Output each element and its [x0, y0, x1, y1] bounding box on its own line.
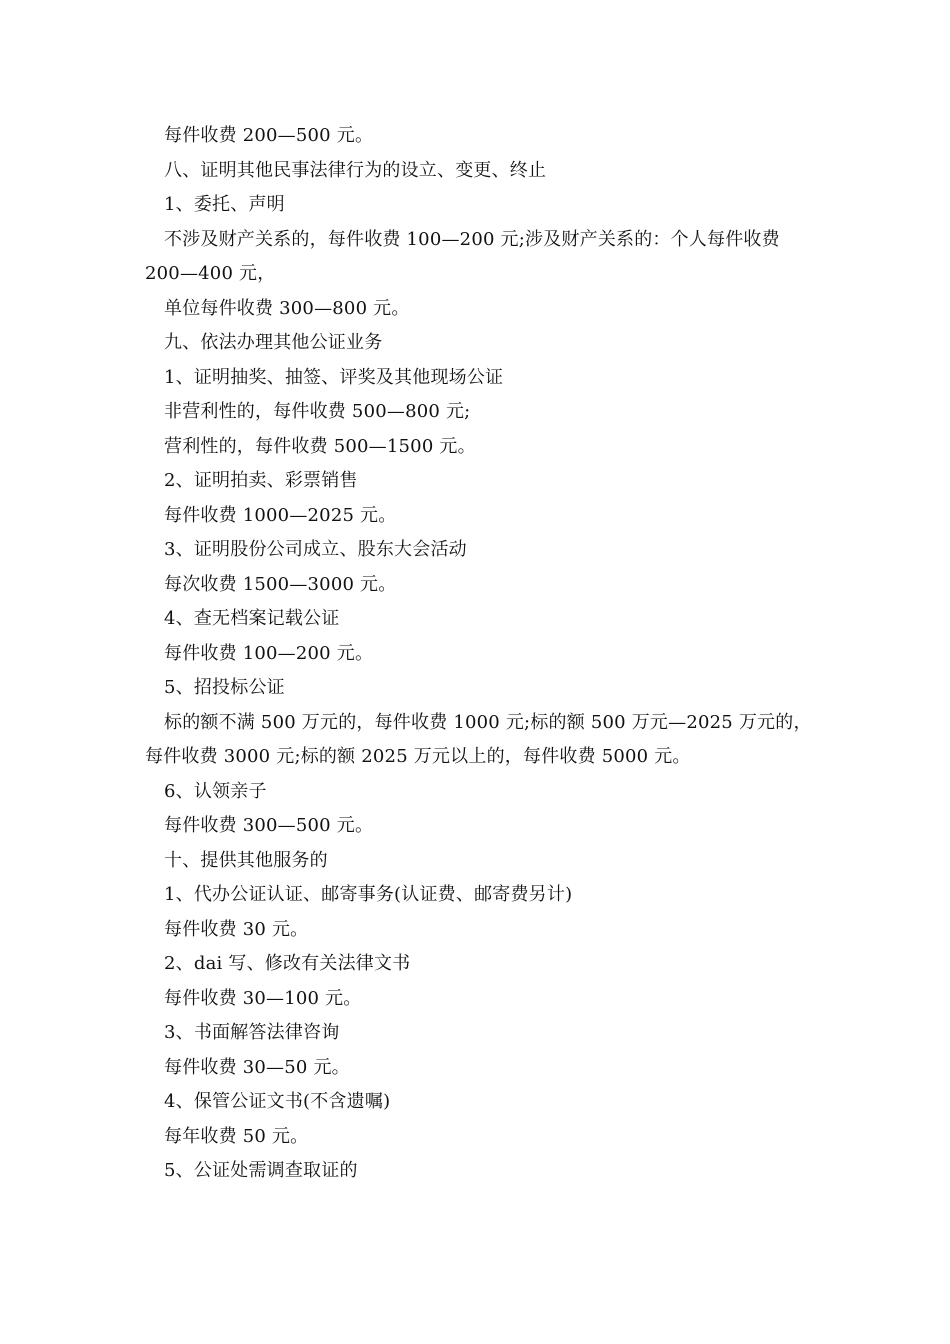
- fee-line: 非营利性的，每件收费 500—800 元;: [164, 401, 471, 422]
- fee-line: 单位每件收费 300—800 元。: [164, 297, 410, 319]
- section-heading: 九、依法办理其他公证业务: [164, 332, 383, 353]
- item-heading: 2、证明拍卖、彩票销售: [164, 470, 358, 491]
- fee-line-continuation: 200—400 元，: [145, 263, 276, 284]
- fee-line: 每件收费 200—500 元。: [164, 125, 374, 146]
- item-heading: 3、书面解答法律咨询: [164, 1022, 340, 1043]
- item-heading: 3、证明股份公司成立、股东大会活动: [164, 539, 467, 560]
- fee-line: 每件收费 30—50 元。: [164, 1056, 350, 1078]
- fee-line: 不涉及财产关系的，每件收费 100—200 元;涉及财产关系的：个人每件收费: [164, 228, 780, 250]
- fee-line-continuation: 每件收费 3000 元;标的额 2025 万元以上的，每件收费 5000 元。: [145, 746, 691, 767]
- item-heading: 2、dai 写、修改有关法律文书: [164, 953, 411, 974]
- item-heading: 4、保管公证文书(不含遗嘱): [164, 1091, 391, 1112]
- fee-line: 每件收费 1000—2025 元。: [164, 504, 397, 526]
- section-heading: 八、证明其他民事法律行为的设立、变更、终止: [164, 159, 547, 181]
- item-heading: 1、委托、声明: [164, 194, 285, 215]
- item-heading: 1、证明抽奖、抽签、评奖及其他现场公证: [164, 366, 504, 388]
- item-heading: 1、代办公证认证、邮寄事务(认证费、邮寄费另计): [164, 884, 573, 905]
- item-heading: 5、公证处需调查取证的: [164, 1160, 358, 1181]
- fee-line: 每年收费 50 元。: [164, 1125, 309, 1147]
- fee-line: 每件收费 100—200 元。: [164, 642, 374, 664]
- fee-line: 每件收费 300—500 元。: [164, 815, 374, 836]
- item-heading: 5、招投标公证: [164, 677, 285, 698]
- fee-line: 营利性的，每件收费 500—1500 元。: [164, 435, 476, 457]
- section-heading: 十、提供其他服务的: [164, 849, 328, 871]
- fee-line: 每次收费 1500—3000 元。: [164, 573, 397, 595]
- fee-line: 标的额不满 500 万元的，每件收费 1000 元;标的额 500 万元—2025 万元的，: [164, 711, 812, 733]
- item-heading: 4、查无档案记载公证: [164, 608, 340, 629]
- item-heading: 6、认领亲子: [164, 780, 267, 802]
- document-body: [145, 119, 812, 1189]
- fee-line: 每件收费 30—100 元。: [164, 987, 362, 1009]
- fee-line: 每件收费 30 元。: [164, 918, 309, 940]
